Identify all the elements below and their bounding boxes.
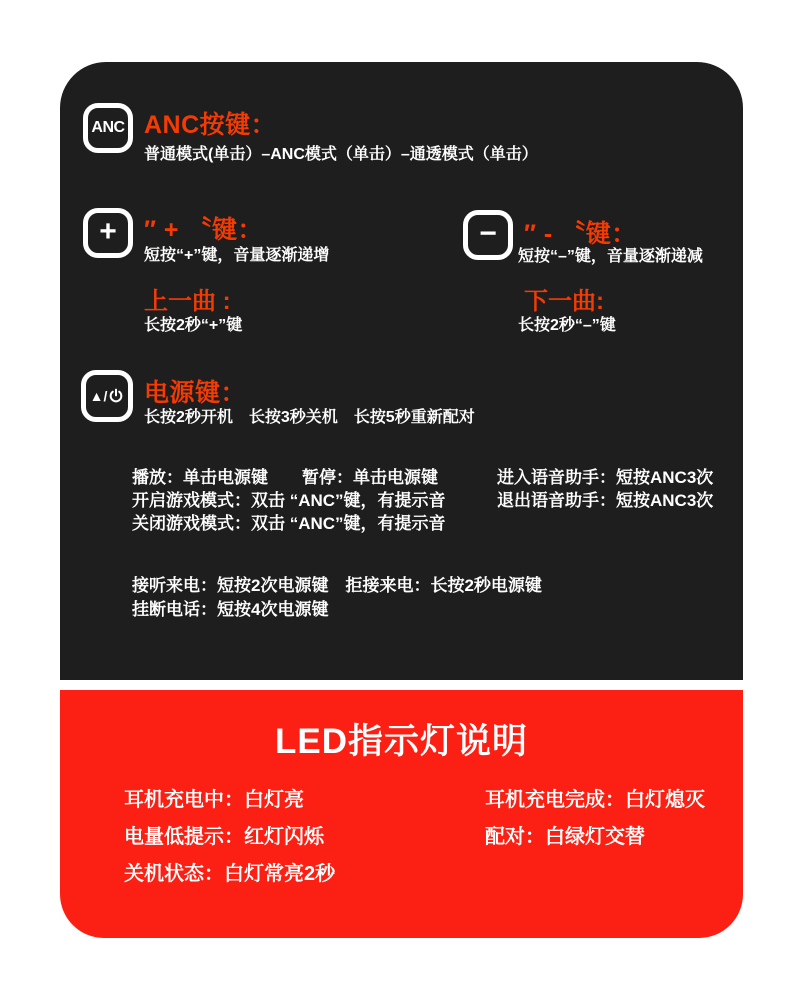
volume-down-desc: 短按“–”键，音量逐渐递减: [518, 248, 703, 265]
media-line-game-on: 开启游戏模式：双击 “ANC”键，有提示音: [132, 491, 446, 510]
volume-down-key-icon: [463, 210, 513, 260]
led-status-pairing: 配对：白绿灯交替: [485, 826, 645, 848]
anc-key-desc: 普通模式(单击）–ANC模式（单击）–通透模式（单击）: [144, 146, 538, 163]
anc-key-heading: ANC按键：: [144, 111, 277, 139]
triangle-slash-icon: ▲/: [89, 388, 108, 404]
media-controls-block: [132, 466, 446, 535]
media-line-game-off: 关闭游戏模式：双击 “ANC”键，有提示音: [132, 514, 446, 533]
voice-assistant-block: [497, 466, 713, 512]
power-key-desc: 长按2秒开机 长按3秒关机 长按5秒重新配对: [144, 409, 475, 426]
previous-track-desc: 长按2秒“+”键: [144, 317, 243, 334]
led-indicator-panel: [60, 690, 743, 938]
led-status-charging: 耳机充电中：白灯亮: [124, 789, 304, 811]
volume-up-heading: ″ + 〝键：: [144, 216, 263, 244]
voice-assistant-enter: 进入语音助手：短按ANC3次: [497, 468, 714, 487]
call-controls-block: [132, 574, 542, 622]
led-status-left-column: [124, 790, 335, 901]
power-key-icon: [81, 370, 133, 422]
call-line-hangup: 挂断电话：短按4次电源键: [132, 600, 329, 619]
plus-icon-label: +: [99, 214, 117, 248]
anc-key-icon-label: ANC: [91, 119, 125, 136]
call-line-answer-reject: 接听来电：短按2次电源键 拒接来电：长按2秒电源键: [132, 576, 542, 595]
media-line-play-pause: 播放：单击电源键 暂停：单击电源键: [132, 468, 438, 487]
volume-up-key-icon: [83, 208, 133, 258]
volume-up-desc: 短按“+”键，音量逐渐递增: [144, 247, 330, 264]
minus-icon-label: −: [479, 216, 497, 250]
led-status-low-battery: 电量低提示：红灯闪烁: [124, 826, 324, 848]
led-status-right-column: [485, 790, 705, 864]
voice-assistant-exit: 退出语音助手：短按ANC3次: [497, 491, 714, 510]
volume-down-heading: ″ - 〝键：: [524, 220, 637, 248]
next-track-desc: 长按2秒“–”键: [518, 317, 616, 334]
anc-key-icon: [83, 103, 133, 153]
power-key-heading: 电源键：: [144, 379, 247, 407]
led-panel-title: LED指示灯说明: [274, 722, 528, 761]
previous-track-heading: 上一曲 :: [144, 288, 231, 315]
next-track-heading: 下一曲:: [524, 288, 604, 315]
led-status-charge-complete: 耳机充电完成：白灯熄灭: [485, 789, 705, 811]
button-instructions-panel: [60, 62, 743, 680]
led-status-power-off: 关机状态：白灯常亮2秒: [124, 863, 336, 885]
power-symbol-icon: [108, 388, 124, 404]
